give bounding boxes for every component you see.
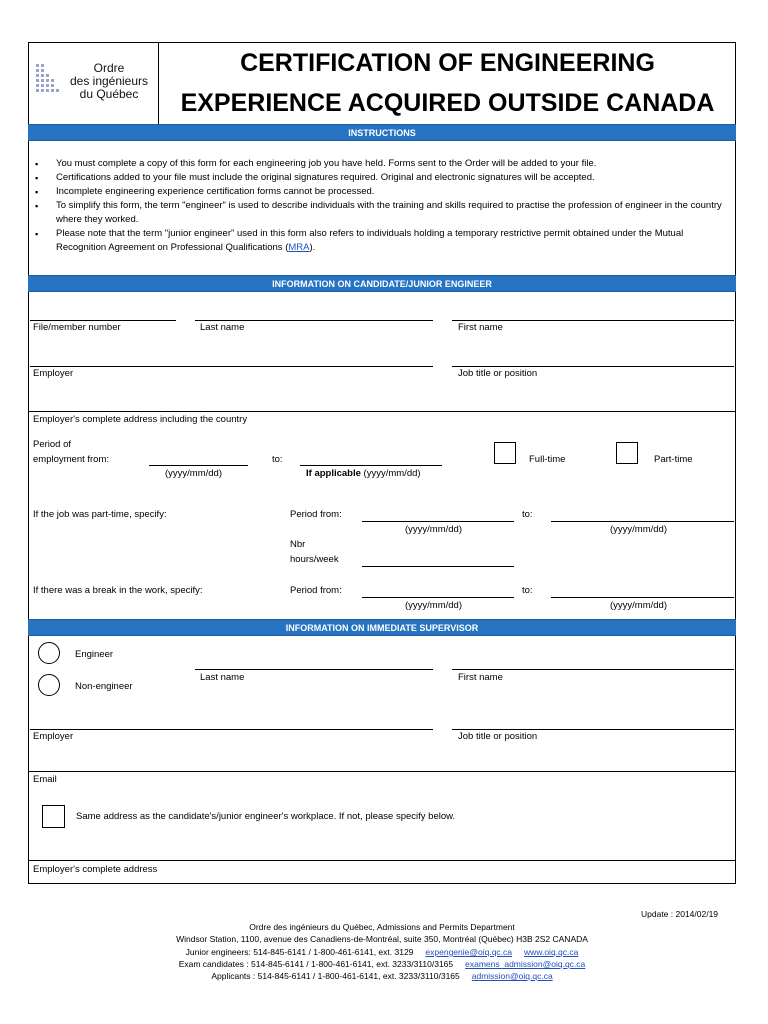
mra-link[interactable]: MRA [288, 242, 310, 253]
to-label: to: [272, 454, 283, 465]
admission-email-link[interactable]: admission@oiq.qc.ca [471, 971, 553, 981]
oiq-logo-icon [34, 62, 60, 100]
employment-from-label: employment from: [33, 454, 110, 465]
update-date: Update : 2014/02/19 [641, 909, 719, 919]
file-number-label: File/member number [33, 322, 121, 333]
file-number-field[interactable] [30, 320, 176, 321]
footer-line-4 [28, 958, 736, 970]
break-to-label: to: [522, 585, 533, 596]
instruction-item: ▪ To simplify this form, the term "engineer" is used to describe individuals with the training and skills required to practise the profession of engineer in the country where they worked. [33, 199, 733, 227]
last-name-label: Last name [200, 322, 245, 333]
same-address-label: Same address as the candidate's/junior engineer's workplace. If not, please specify below. [76, 811, 456, 822]
date-format-hint: (yyyy/mm/dd) [405, 600, 462, 611]
employer-field[interactable] [30, 366, 433, 367]
instruction-item: ▪ Certifications added to your file must include the original signatures required. Original and electronic signatures will be accepted. [33, 171, 733, 185]
supervisor-address-field[interactable] [28, 860, 736, 861]
date-format-hint: (yyyy/mm/dd) [405, 524, 462, 535]
logo-cell [28, 42, 159, 124]
address-label: Employer's complete address including the country [33, 414, 248, 425]
nbr-label: Nbr [290, 539, 306, 550]
address-field[interactable] [28, 411, 736, 412]
hours-week-field[interactable] [362, 566, 514, 567]
supervisor-email-label: Email [33, 774, 57, 785]
non-engineer-label: Non-engineer [75, 681, 133, 692]
part-time-checkbox[interactable] [616, 442, 638, 464]
break-period-from-field[interactable] [362, 597, 514, 598]
date-format-hint-to: (yyyy/mm/dd) [363, 468, 421, 479]
footer-line-3 [28, 946, 736, 958]
break-period-to-field[interactable] [551, 597, 734, 598]
footer-line-1: Ordre des ingénieurs du Québec, Admissions and Permits Department [249, 922, 515, 932]
logo-line-1: Ordre [93, 61, 125, 75]
instructions-list [33, 157, 733, 255]
hours-week-label: hours/week [290, 554, 339, 565]
instruction-text: Please note that the term "junior engineer" used in this form also refers to individuals holding a temporary restrictive permit obtained under the Mutual Recognition Agreement on Professional Qualifications ( [56, 228, 684, 253]
instruction-item: ▪ Incomplete engineering experience certification forms cannot be processed. [33, 185, 733, 199]
instruction-item: ▪ You must complete a copy of this form for each engineering job you have held. Forms sent to the Order will be added to your file. [33, 157, 733, 171]
footer-line-2: Windsor Station, 1100, avenue des Canadiens-de-Montréal, suite 350, Montréal (Québec) H3B 2S2 CANADA [176, 934, 588, 944]
non-engineer-radio[interactable] [38, 674, 60, 696]
employer-label: Employer [33, 368, 74, 379]
period-of-label: Period of [33, 439, 72, 450]
exam-candidates-contact: Exam candidates : 514-845-6141 / 1-800-461-6141, ext. 3233/3110/3165 [178, 959, 454, 969]
section-candidate: INFORMATION ON CANDIDATE/JUNIOR ENGINEER [28, 275, 736, 292]
junior-engineers-contact: Junior engineers: 514-845-6141 / 1-800-461-6141, ext. 3129 [185, 947, 414, 957]
same-address-checkbox[interactable] [42, 805, 65, 828]
footer-line-5 [28, 970, 736, 982]
supervisor-first-name-label: First name [458, 672, 503, 683]
full-time-checkbox[interactable] [494, 442, 516, 464]
supervisor-last-name-label: Last name [200, 672, 245, 683]
examens-email-link[interactable]: examens_admission@oiq.qc.ca [465, 959, 586, 969]
supervisor-email-field[interactable] [28, 771, 736, 772]
job-title-label: Job title or position [458, 368, 538, 379]
supervisor-job-title-field[interactable] [452, 729, 734, 730]
last-name-field[interactable] [195, 320, 433, 321]
full-time-label: Full-time [529, 454, 566, 465]
if-applicable-label: If applicable [306, 468, 361, 479]
first-name-label: First name [458, 322, 503, 333]
section-instructions: INSTRUCTIONS [28, 124, 736, 141]
part-time-specify-label: If the job was part-time, specify: [33, 509, 167, 520]
break-specify-label: If there was a break in the work, specify: [33, 585, 203, 596]
applicants-contact: Applicants : 514-845-6141 / 1-800-461-6141, ext. 3233/3110/3165 [211, 971, 460, 981]
date-format-hint: (yyyy/mm/dd) [610, 600, 667, 611]
pt-period-to-field[interactable] [551, 521, 734, 522]
instruction-item [33, 227, 733, 255]
if-applicable-hint [306, 468, 421, 479]
employment-from-field[interactable] [149, 465, 248, 466]
date-format-hint: (yyyy/mm/dd) [165, 468, 222, 479]
supervisor-address-label: Employer's complete address [33, 864, 158, 875]
supervisor-first-name-field[interactable] [452, 669, 734, 670]
supervisor-employer-label: Employer [33, 731, 74, 742]
date-format-hint: (yyyy/mm/dd) [610, 524, 667, 535]
instruction-text-end: ). [309, 242, 316, 253]
pt-period-from-label: Period from: [290, 509, 342, 520]
supervisor-employer-field[interactable] [30, 729, 433, 730]
break-period-from-label: Period from: [290, 585, 342, 596]
logo-line-3: du Québec [79, 87, 139, 101]
job-title-field[interactable] [452, 366, 734, 367]
logo-line-2: des ingénieurs [69, 74, 149, 88]
section-supervisor: INFORMATION ON IMMEDIATE SUPERVISOR [28, 619, 736, 636]
pt-period-from-field[interactable] [362, 521, 514, 522]
expengenie-email-link[interactable]: expengenie@oiq.qc.ca [425, 947, 513, 957]
supervisor-job-title-label: Job title or position [458, 731, 538, 742]
engineer-label: Engineer [75, 649, 114, 660]
oiq-website-link[interactable]: www.oiq.qc.ca [524, 947, 579, 957]
form-title-line-2: EXPERIENCE ACQUIRED OUTSIDE CANADA [180, 89, 715, 117]
engineer-radio[interactable] [38, 642, 60, 664]
form-title-line-1: CERTIFICATION OF ENGINEERING [240, 49, 655, 77]
part-time-label: Part-time [654, 454, 693, 465]
pt-to-label: to: [522, 509, 533, 520]
employment-to-field[interactable] [300, 465, 442, 466]
supervisor-last-name-field[interactable] [195, 669, 433, 670]
first-name-field[interactable] [452, 320, 734, 321]
